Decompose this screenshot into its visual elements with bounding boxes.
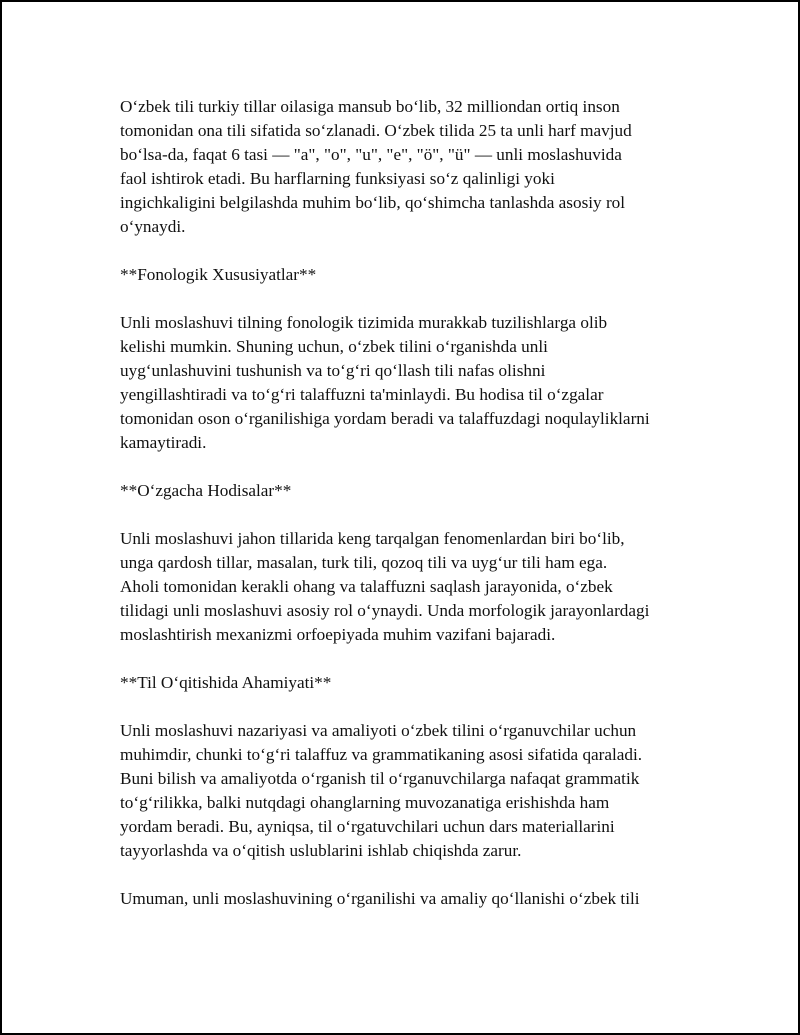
heading-text: **Til O‘qitishida Ahamiyati** [120, 673, 332, 692]
text-line: faol ishtirok etadi. Bu harflarning funksiyasi so‘z qalinligi yoki [120, 169, 555, 188]
text-line: bo‘lsa-da, faqat 6 tasi — "a", "o", "u", "e", "ö", "ü" — unli moslashuvida [120, 145, 622, 164]
text-line: Unli moslashuvi jahon tillarida keng tarqalgan fenomenlardan biri bo‘lib, [120, 529, 625, 548]
document-body [120, 95, 720, 935]
section-heading-til-oqitishida [120, 671, 720, 695]
text-line: uyg‘unlashuvini tushunish va to‘g‘ri qo‘llash tili nafas olishni [120, 361, 546, 380]
text-line: kelishi mumkin. Shuning uchun, o‘zbek tilini o‘rganishda unli [120, 337, 548, 356]
text-line: Aholi tomonidan kerakli ohang va talaffuzni saqlash jarayonida, o‘zbek [120, 577, 613, 596]
paragraph-ozgacha [120, 527, 720, 647]
text-line: kamaytiradi. [120, 433, 207, 452]
text-line: tomonidan oson o‘rganilishiga yordam beradi va talaffuzdagi noqulayliklarni [120, 409, 650, 428]
text-line: yengillashtiradi va to‘g‘ri talaffuzni ta'minlaydi. Bu hodisa til o‘zgalar [120, 385, 604, 404]
paragraph-fonologik [120, 311, 720, 455]
text-line: o‘ynaydi. [120, 217, 186, 236]
heading-text: **Fonologik Xususiyatlar** [120, 265, 317, 284]
text-line: ingichkaligini belgilashda muhim bo‘lib, qo‘shimcha tanlashda asosiy rol [120, 193, 626, 212]
text-line: Umuman, unli moslashuvining o‘rganilishi va amaliy qo‘llanishi o‘zbek tili [120, 889, 640, 908]
text-line: Unli moslashuvi nazariyasi va amaliyoti o‘zbek tilini o‘rganuvchilar uchun [120, 721, 637, 740]
text-line: yordam beradi. Bu, ayniqsa, til o‘rgatuvchilari uchun dars materiallarini [120, 817, 615, 836]
text-line: muhimdir, chunki to‘g‘ri talaffuz va grammatikaning asosi sifatida qaraladi. [120, 745, 643, 764]
text-line: O‘zbek tili turkiy tillar oilasiga mansub bo‘lib, 32 milliondan ortiq inson [120, 97, 620, 116]
text-line: tayyorlashda va o‘qitish uslublarini ishlab chiqishda zarur. [120, 841, 522, 860]
paragraph-conclusion [120, 887, 720, 911]
section-heading-fonologik [120, 263, 720, 287]
text-line: tilidagi unli moslashuvi asosiy rol o‘ynaydi. Unda morfologik jarayonlardagi [120, 601, 650, 620]
paragraph-intro [120, 95, 720, 239]
text-line: Unli moslashuvi tilning fonologik tizimida murakkab tuzilishlarga olib [120, 313, 608, 332]
text-line: tomonidan ona tili sifatida so‘zlanadi. O‘zbek tilida 25 ta unli harf mavjud [120, 121, 632, 140]
heading-text: **O‘zgacha Hodisalar** [120, 481, 292, 500]
text-line: Buni bilish va amaliyotda o‘rganish til o‘rganuvchilarga nafaqat grammatik [120, 769, 640, 788]
paragraph-til-oqitishida [120, 719, 720, 863]
text-line: moslashtirish mexanizmi orfoepiyada muhim vazifani bajaradi. [120, 625, 556, 644]
section-heading-ozgacha [120, 479, 720, 503]
text-line: to‘g‘rilikka, balki nutqdagi ohanglarning muvozanatiga erishishda ham [120, 793, 610, 812]
text-line: unga qardosh tillar, masalan, turk tili, qozoq tili va uyg‘ur tili ham ega. [120, 553, 608, 572]
